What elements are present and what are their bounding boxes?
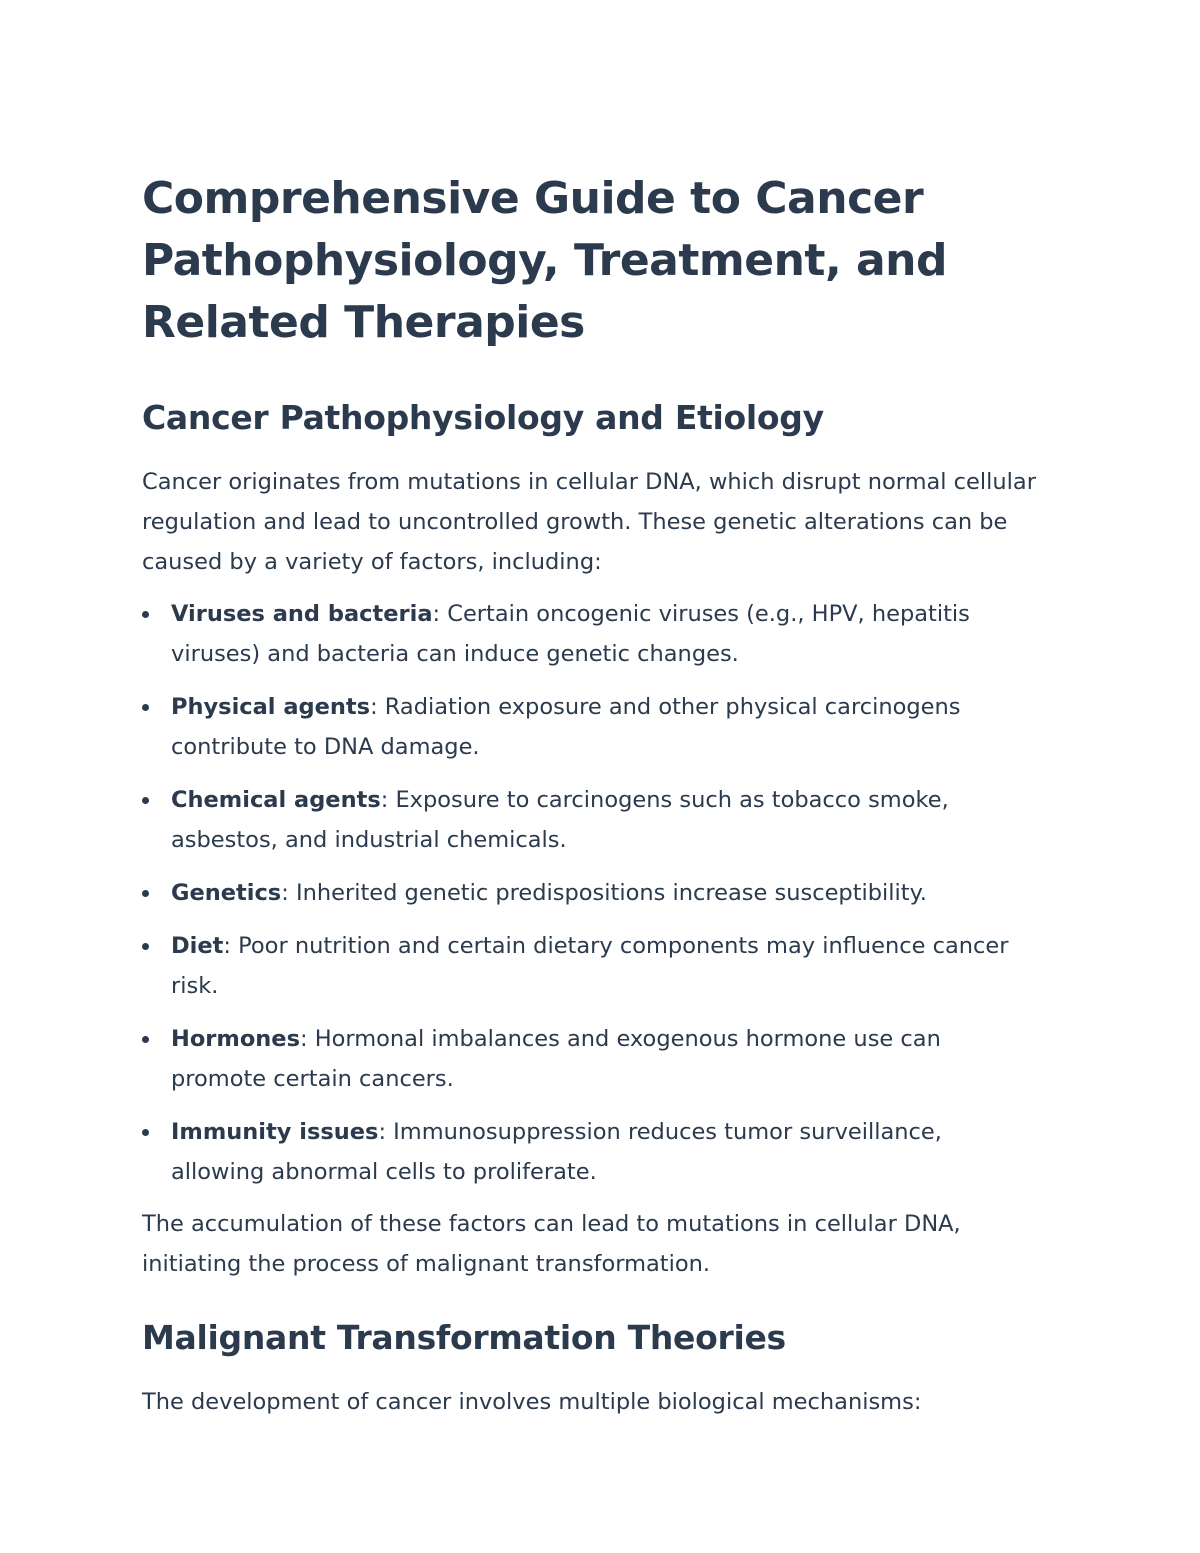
list-item-text: Hormonal imbalances and exogenous hormone use can promote certain cancers.	[171, 1026, 941, 1092]
bullet-icon	[142, 1036, 149, 1043]
list-item	[142, 1019, 1042, 1099]
list-item-separator: :	[370, 694, 385, 720]
list-item-term: Viruses and bacteria	[171, 601, 433, 627]
list-item-separator: :	[281, 880, 296, 906]
document-page	[142, 168, 1042, 1422]
list-item-text: Radiation exposure and other physical carcinogens contribute to DNA damage.	[171, 694, 961, 760]
bullet-icon	[142, 704, 149, 711]
list-item-text: Exposure to carcinogens such as tobacco smoke, asbestos, and industrial chemicals.	[171, 787, 949, 853]
list-item-separator: :	[380, 787, 396, 813]
list-item-term: Chemical agents	[171, 787, 381, 813]
list-item	[142, 594, 1042, 674]
list-item-term: Genetics	[171, 880, 282, 906]
list-item	[142, 873, 1042, 913]
bullet-icon	[142, 797, 149, 804]
section-heading-transformation: Malignant Transformation Theories	[142, 1318, 786, 1357]
bullet-icon	[142, 1129, 149, 1136]
bullet-icon	[142, 943, 149, 950]
list-item	[142, 687, 1042, 767]
list-item-term: Diet	[171, 933, 224, 959]
etiology-conclusion-paragraph: The accumulation of these factors can lead to mutations in cellular DNA, initiating the process of malignant transformation.	[142, 1211, 961, 1277]
list-item-text: Immunosuppression reduces tumor surveillance, allowing abnormal cells to proliferate.	[171, 1119, 942, 1185]
list-item	[142, 1112, 1042, 1192]
list-item-term: Immunity issues	[171, 1119, 379, 1145]
list-item-separator: :	[223, 933, 239, 959]
list-item-text: Certain oncogenic viruses (e.g., HPV, hepatitis viruses) and bacteria can induce genetic changes.	[171, 601, 970, 667]
bullet-icon	[142, 890, 149, 897]
risk-factor-list	[142, 594, 1042, 1192]
list-item-term: Physical agents	[171, 694, 371, 720]
section-heading-etiology: Cancer Pathophysiology and Etiology	[142, 398, 824, 437]
etiology-intro-paragraph: Cancer originates from mutations in cellular DNA, which disrupt normal cellular regulation and lead to uncontrolled growth. These genetic alterations can be caused by a variety of factors, including:	[142, 469, 1036, 575]
page-title: Comprehensive Guide to Cancer Pathophysiology, Treatment, and Related Therapies	[142, 173, 947, 348]
list-item-separator: :	[378, 1119, 394, 1145]
list-item-text: Inherited genetic predispositions increase susceptibility.	[295, 880, 927, 906]
transformation-intro-paragraph: The development of cancer involves multiple biological mechanisms:	[142, 1389, 922, 1415]
list-item	[142, 926, 1042, 1006]
list-item-separator: :	[432, 601, 448, 627]
list-item-separator: :	[299, 1026, 315, 1052]
list-item-term: Hormones	[171, 1026, 300, 1052]
bullet-icon	[142, 611, 149, 618]
list-item-text: Poor nutrition and certain dietary components may influence cancer risk.	[171, 933, 1009, 999]
list-item	[142, 780, 1042, 860]
